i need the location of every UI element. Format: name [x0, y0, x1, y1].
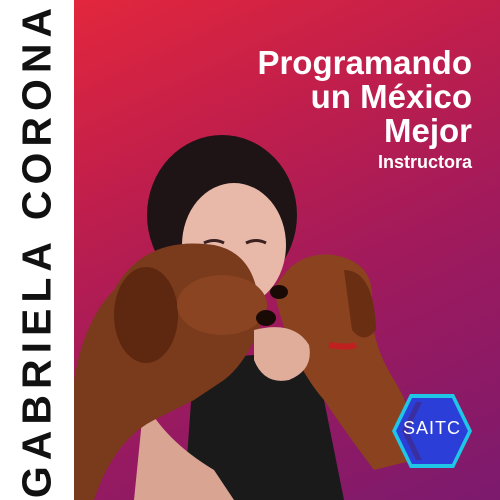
name-sidebar	[0, 0, 74, 500]
headline-line-2: un México	[310, 78, 472, 115]
headline-line-3: Mejor	[383, 112, 472, 149]
logo-text: SAITC	[402, 418, 461, 438]
instructor-name: GABRIELA CORONA	[13, 1, 60, 499]
role-label: Instructora	[377, 152, 472, 172]
headline	[172, 46, 472, 148]
headline-line-1: Programando	[257, 44, 472, 81]
